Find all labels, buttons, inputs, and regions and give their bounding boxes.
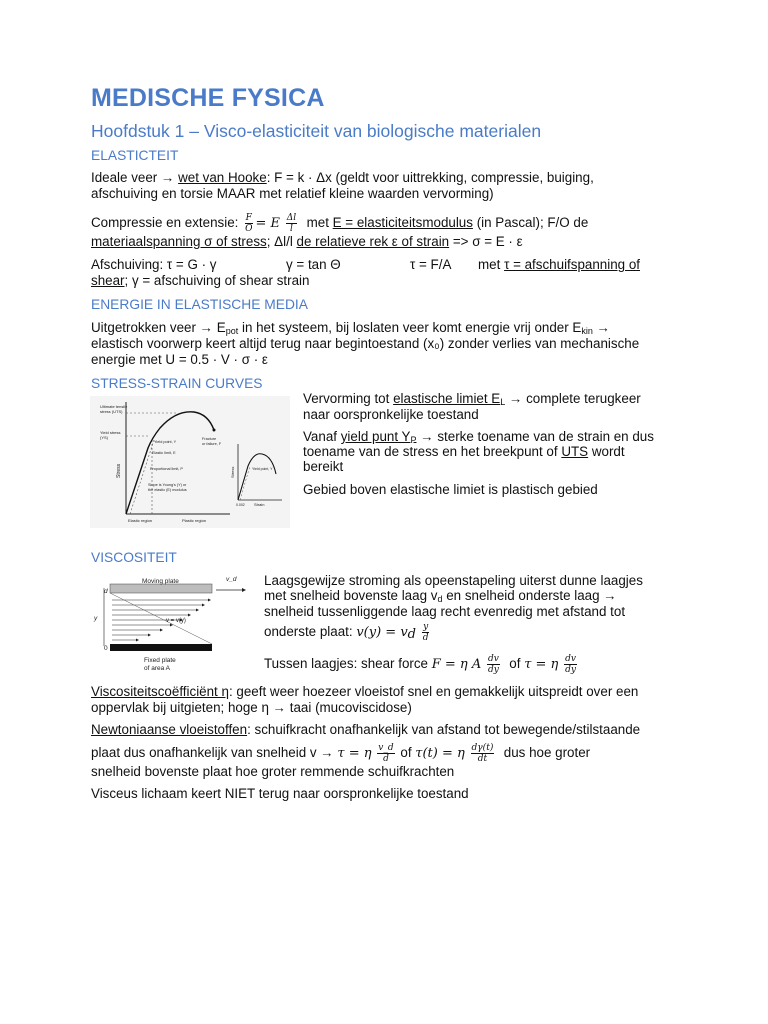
visc-p1-line-1: Laagsgewijze stroming als opeenstapeling uiterst dunne laagjes bbox=[264, 573, 643, 588]
energie-line-3: energie met U = 0.5 · V · σ · ε bbox=[91, 352, 268, 367]
shear-line-2: shear; γ = afschuiving of shear strain bbox=[91, 273, 310, 288]
label-moving-plate: Moving plate bbox=[142, 578, 179, 585]
label-uts: Ultimate tensile bbox=[100, 404, 128, 409]
label-fixed-plate: Fixed plate bbox=[144, 657, 176, 664]
label-slope2: the elastic (E) modulus bbox=[148, 488, 187, 492]
visc-p2-line: Tussen laagjes: shear force F = η A $\frac{dv}{dy}$ of τ = η $\frac{dv}{dy}$ bbox=[264, 654, 576, 675]
section-heading-viscositeit: VISCOSITEIT bbox=[91, 550, 177, 565]
label-fracture2: or failure, F bbox=[202, 442, 222, 446]
hooke-prefix: Ideale veer → bbox=[91, 170, 175, 185]
label-v-of-y: v = v(y) bbox=[166, 618, 186, 624]
newton-line-3: snelheid bovenste plaat hoe groter remmende schuifkrachten bbox=[91, 764, 455, 779]
energie-line-2: elastisch voorwerp keert altijd terug naar begintoestand (x₀) zonder verlies van mechanische bbox=[91, 336, 640, 351]
newton-line-2: plaat dus onafhankelijk van snelheid v → τ = η $\frac{v\_d}{d}$ of τ(t) = η $\frac{d\gamma(t)}{dt}$ dus hoe groter bbox=[91, 743, 591, 764]
label-uts2: stress (UTS) bbox=[100, 409, 123, 414]
hooke-line-1 bbox=[91, 170, 594, 186]
document-title: MEDISCHE FYSICA bbox=[91, 84, 325, 112]
visc-p1-line-2: met snelheid bovenste laag $v_d$ en snelheid onderste laag → bbox=[264, 588, 617, 604]
label-yield: Yield stress bbox=[100, 430, 121, 435]
shear-line-1a: Afschuiving: τ = G · γ bbox=[91, 257, 217, 272]
velocity-equation: v(y) = v bbox=[356, 625, 408, 641]
hooke-link: wet van Hooke bbox=[178, 170, 267, 185]
label-fixed-plate-2: of area A bbox=[144, 665, 171, 672]
label-zero: 0 bbox=[104, 645, 108, 652]
label-fracture: Fracture bbox=[202, 437, 217, 441]
hooke-line-2: afschuiving en torsie MAAR met relatief kleine waarden vervorming) bbox=[91, 186, 494, 201]
visc-p1-line-3: snelheid tussenliggende laag recht evenredig met afstand tot bbox=[264, 604, 626, 619]
label-ypoint: Yield point, Y bbox=[154, 440, 177, 444]
label-stress-inset: Stress bbox=[230, 466, 235, 478]
stress-p3: Gebied boven elastische limiet is plastisch gebied bbox=[303, 482, 598, 497]
label-tick-inset: 0.002 bbox=[236, 503, 245, 507]
shear-line-1c: τ = F/A bbox=[410, 257, 452, 272]
stress-strain-figure bbox=[90, 396, 290, 528]
stress-p2-line-3: bereikt bbox=[303, 459, 344, 474]
shear-stress-equation: τ = η bbox=[524, 657, 559, 673]
section-heading-energie: ENERGIE IN ELASTISCHE MEDIA bbox=[91, 297, 308, 312]
stress-p1-line-1: Vervorming tot elastische limiet $E_L$ → complete terugkeer bbox=[303, 391, 641, 407]
label-prop-limit: Proportional limit, P bbox=[150, 467, 183, 471]
dgamma-dt-fraction: $\frac{d\gamma(t)}{dt}$ bbox=[471, 743, 494, 764]
label-elastic-region: Elastic region bbox=[128, 518, 153, 523]
label-slope: Slope is Young's (Y) or bbox=[148, 483, 187, 487]
visceus-line: Visceus lichaam keert NIET terug naar oorspronkelijke toestand bbox=[91, 786, 469, 801]
visc-coef-line-1: Viscositeitscoëfficiënt η: geeft weer hoezeer vloeistof snel en gemakkelijk uitspreidt over een bbox=[91, 684, 639, 699]
label-y: y bbox=[94, 615, 98, 622]
compression-equation: = E bbox=[255, 216, 281, 232]
dv-dy-fraction: $\frac{dv}{dy}$ bbox=[487, 654, 499, 675]
y-over-d-fraction: $\frac{y}{d}$ bbox=[422, 622, 429, 643]
velocity-arrows bbox=[112, 599, 211, 642]
label-strain-inset: Strain bbox=[254, 502, 265, 507]
compression-line-2: materiaalspanning σ of stress; Δl/l de relatieve rek ε of strain => σ = E · ε bbox=[91, 234, 523, 249]
label-stress: Stress bbox=[116, 463, 122, 478]
viscosity-figure bbox=[90, 572, 252, 680]
compression-line-1: Compressie en extensie: $\frac{F}{O}$ = E $\frac{\Delta l}{l}$ met E = elasticiteitsmodulus (in Pascal); F/O de bbox=[91, 213, 589, 234]
label-vd: v_d bbox=[226, 576, 237, 583]
label-plastic-region: Plastic region bbox=[182, 518, 207, 523]
stress-p2-line-1: Vanaf yield punt $Y_P$ → sterke toename van de strain en dus bbox=[303, 429, 654, 445]
label-elastic-limit: Elastic limit, E bbox=[152, 451, 176, 455]
shear-line-1b: γ = tan Θ bbox=[286, 257, 341, 272]
vd-over-d-fraction: $\frac{v\_d}{d}$ bbox=[378, 743, 394, 764]
strain-fraction: $\frac{\Delta l}{l}$ bbox=[286, 213, 297, 234]
elasticity-modulus-def: E = elasticiteitsmodulus bbox=[332, 215, 473, 231]
shear-force-equation: F = η A bbox=[431, 657, 482, 673]
chapter-heading: Hoofdstuk 1 – Visco-elasticiteit van biologische materialen bbox=[91, 121, 542, 141]
stress-p2-line-2: toename van de stress en het breekpunt of UTS wordt bbox=[303, 444, 625, 459]
compression-prefix: Compressie en extensie: bbox=[91, 215, 239, 231]
section-heading-stress-strain: STRESS-STRAIN CURVES bbox=[91, 376, 263, 391]
shear-line-1d: met τ = afschuifspanning of bbox=[478, 257, 641, 272]
stress-p1-line-2: naar oorspronkelijke toestand bbox=[303, 407, 479, 422]
visc-p1-line-4: onderste plaat: $v(y) = v_d$ $\frac{y}{d}$ bbox=[264, 622, 429, 643]
label-yield2: (YS) bbox=[100, 435, 108, 440]
hooke-rest: : F = k · Δx (geldt voor uittrekking, compressie, buiging, bbox=[266, 170, 594, 185]
stress-fraction: $\frac{F}{O}$ bbox=[245, 213, 253, 234]
dv-dy-fraction-2: $\frac{dv}{dy}$ bbox=[565, 654, 576, 675]
section-heading-elasticiteit: ELASTICTEIT bbox=[91, 148, 179, 163]
energie-line-1: Uitgetrokken veer → $E_{pot}$ in het systeem, bij loslaten veer komt energie vrij onder $E_{kin}$ → bbox=[91, 320, 610, 336]
label-d: d bbox=[104, 588, 108, 595]
newton-line-1: Newtoniaanse vloeistoffen: schuifkracht onafhankelijk van afstand tot bewegende/stilstaande bbox=[91, 722, 641, 737]
label-ypoint-inset: Yield point, Y bbox=[252, 467, 273, 471]
visc-coef-line-2: oppervlak bij uitgieten; hoge η → taai (mucoviscidose) bbox=[91, 700, 412, 715]
